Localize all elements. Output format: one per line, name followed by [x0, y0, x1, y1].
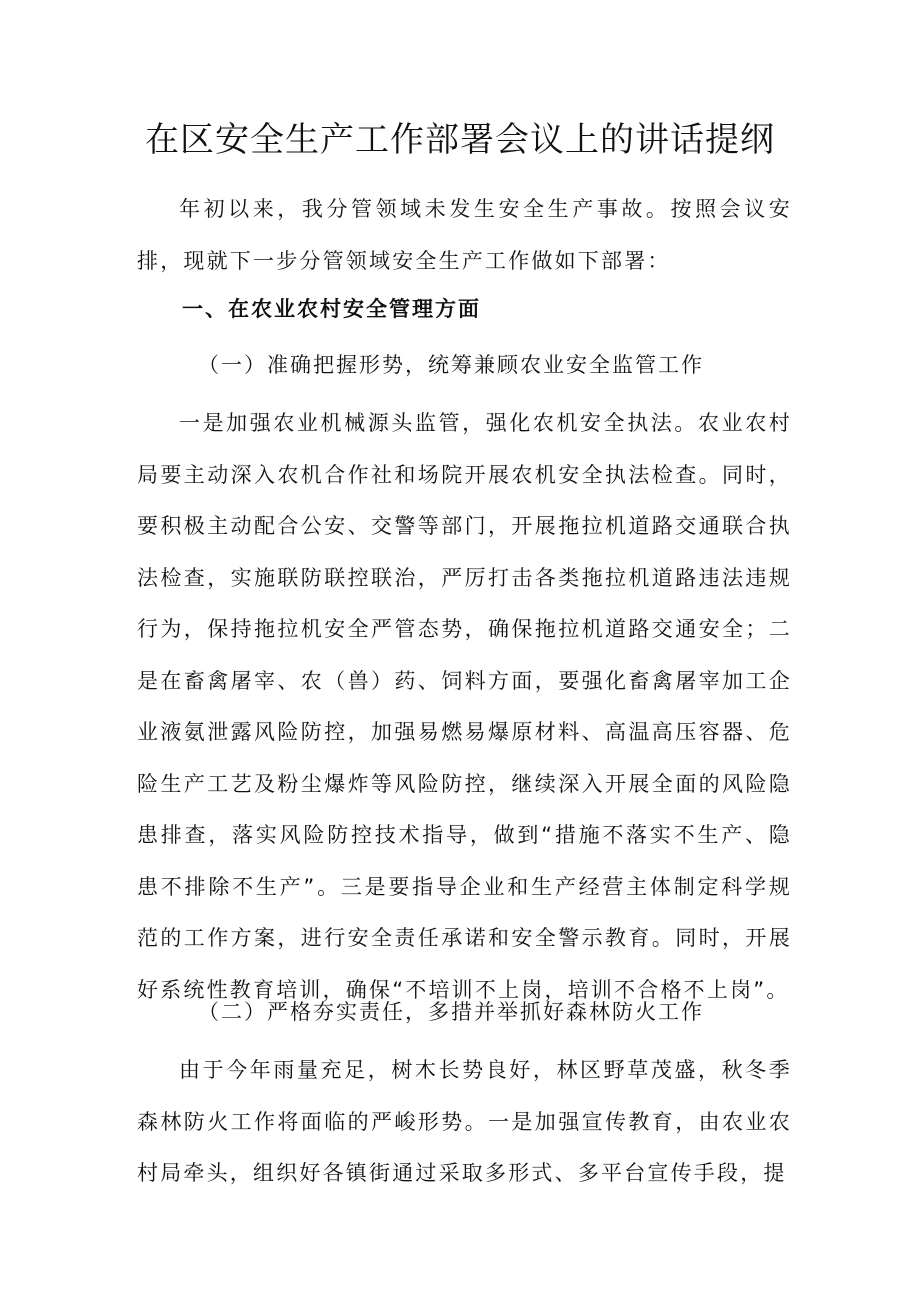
document-title: 在区安全生产工作部署会议上的讲话提纲: [145, 120, 775, 160]
subsection-1-heading: （一）准确把握形势，统筹兼顾农业安全监管工作: [198, 353, 704, 377]
intro-paragraph: 年初以来，我分管领域未发生安全生产事故。按照会议安排，现就下一步分管领域安全生产工作做如下部署：: [137, 197, 792, 273]
subsection-1-paragraph: 一是加强农业机械源头监管，强化农机安全执法。农业农村局要主动深入农机合作社和场院开展农机安全执法检查。同时，要积极主动配合公安、交警等部门，开展拖拉机道路交通联合执法检查，实施联防联控联治，严厉打击各类拖拉机道路违法违规行为，保持拖拉机安全严管态势，确保拖拉机道路交通安全；二是在畜禽屠宰、农（兽）药、饲料方面，要强化畜禽屠宰加工企业液氨泄露风险防控，加强易燃易爆原材料、高温高压容器、危险生产工艺及粉尘爆炸等风险防控，继续深入开展全面的风险隐患排查，落实风险防控技术指导，做到“措施不落实不生产、隐患不排除不生产”。三是要指导企业和生产经营主体制定科学规范的工作方案，进行安全责任承诺和安全警示教育。同时，开展好系统性教育培训，确保“不培训不上岗，培训不合格不上岗”。: [137, 411, 792, 1002]
subsection-2-paragraph: 由于今年雨量充足，树木长势良好，林区野草茂盛，秋冬季森林防火工作将面临的严峻形势。一是加强宣传教育，由农业农村局牵头，组织好各镇街通过采取多形式、多平台宣传手段，提: [137, 1058, 792, 1185]
subsection-2-paragraph-block: [137, 1045, 792, 1200]
section-1-heading: 一、在农业农村安全管理方面: [182, 297, 481, 321]
intro-paragraph-block: [137, 184, 792, 287]
subsection-1-paragraph-block: [137, 398, 792, 1016]
subsection-2-heading: （二）严格夯实责任，多措并举抓好森林防火工作: [198, 1000, 704, 1024]
